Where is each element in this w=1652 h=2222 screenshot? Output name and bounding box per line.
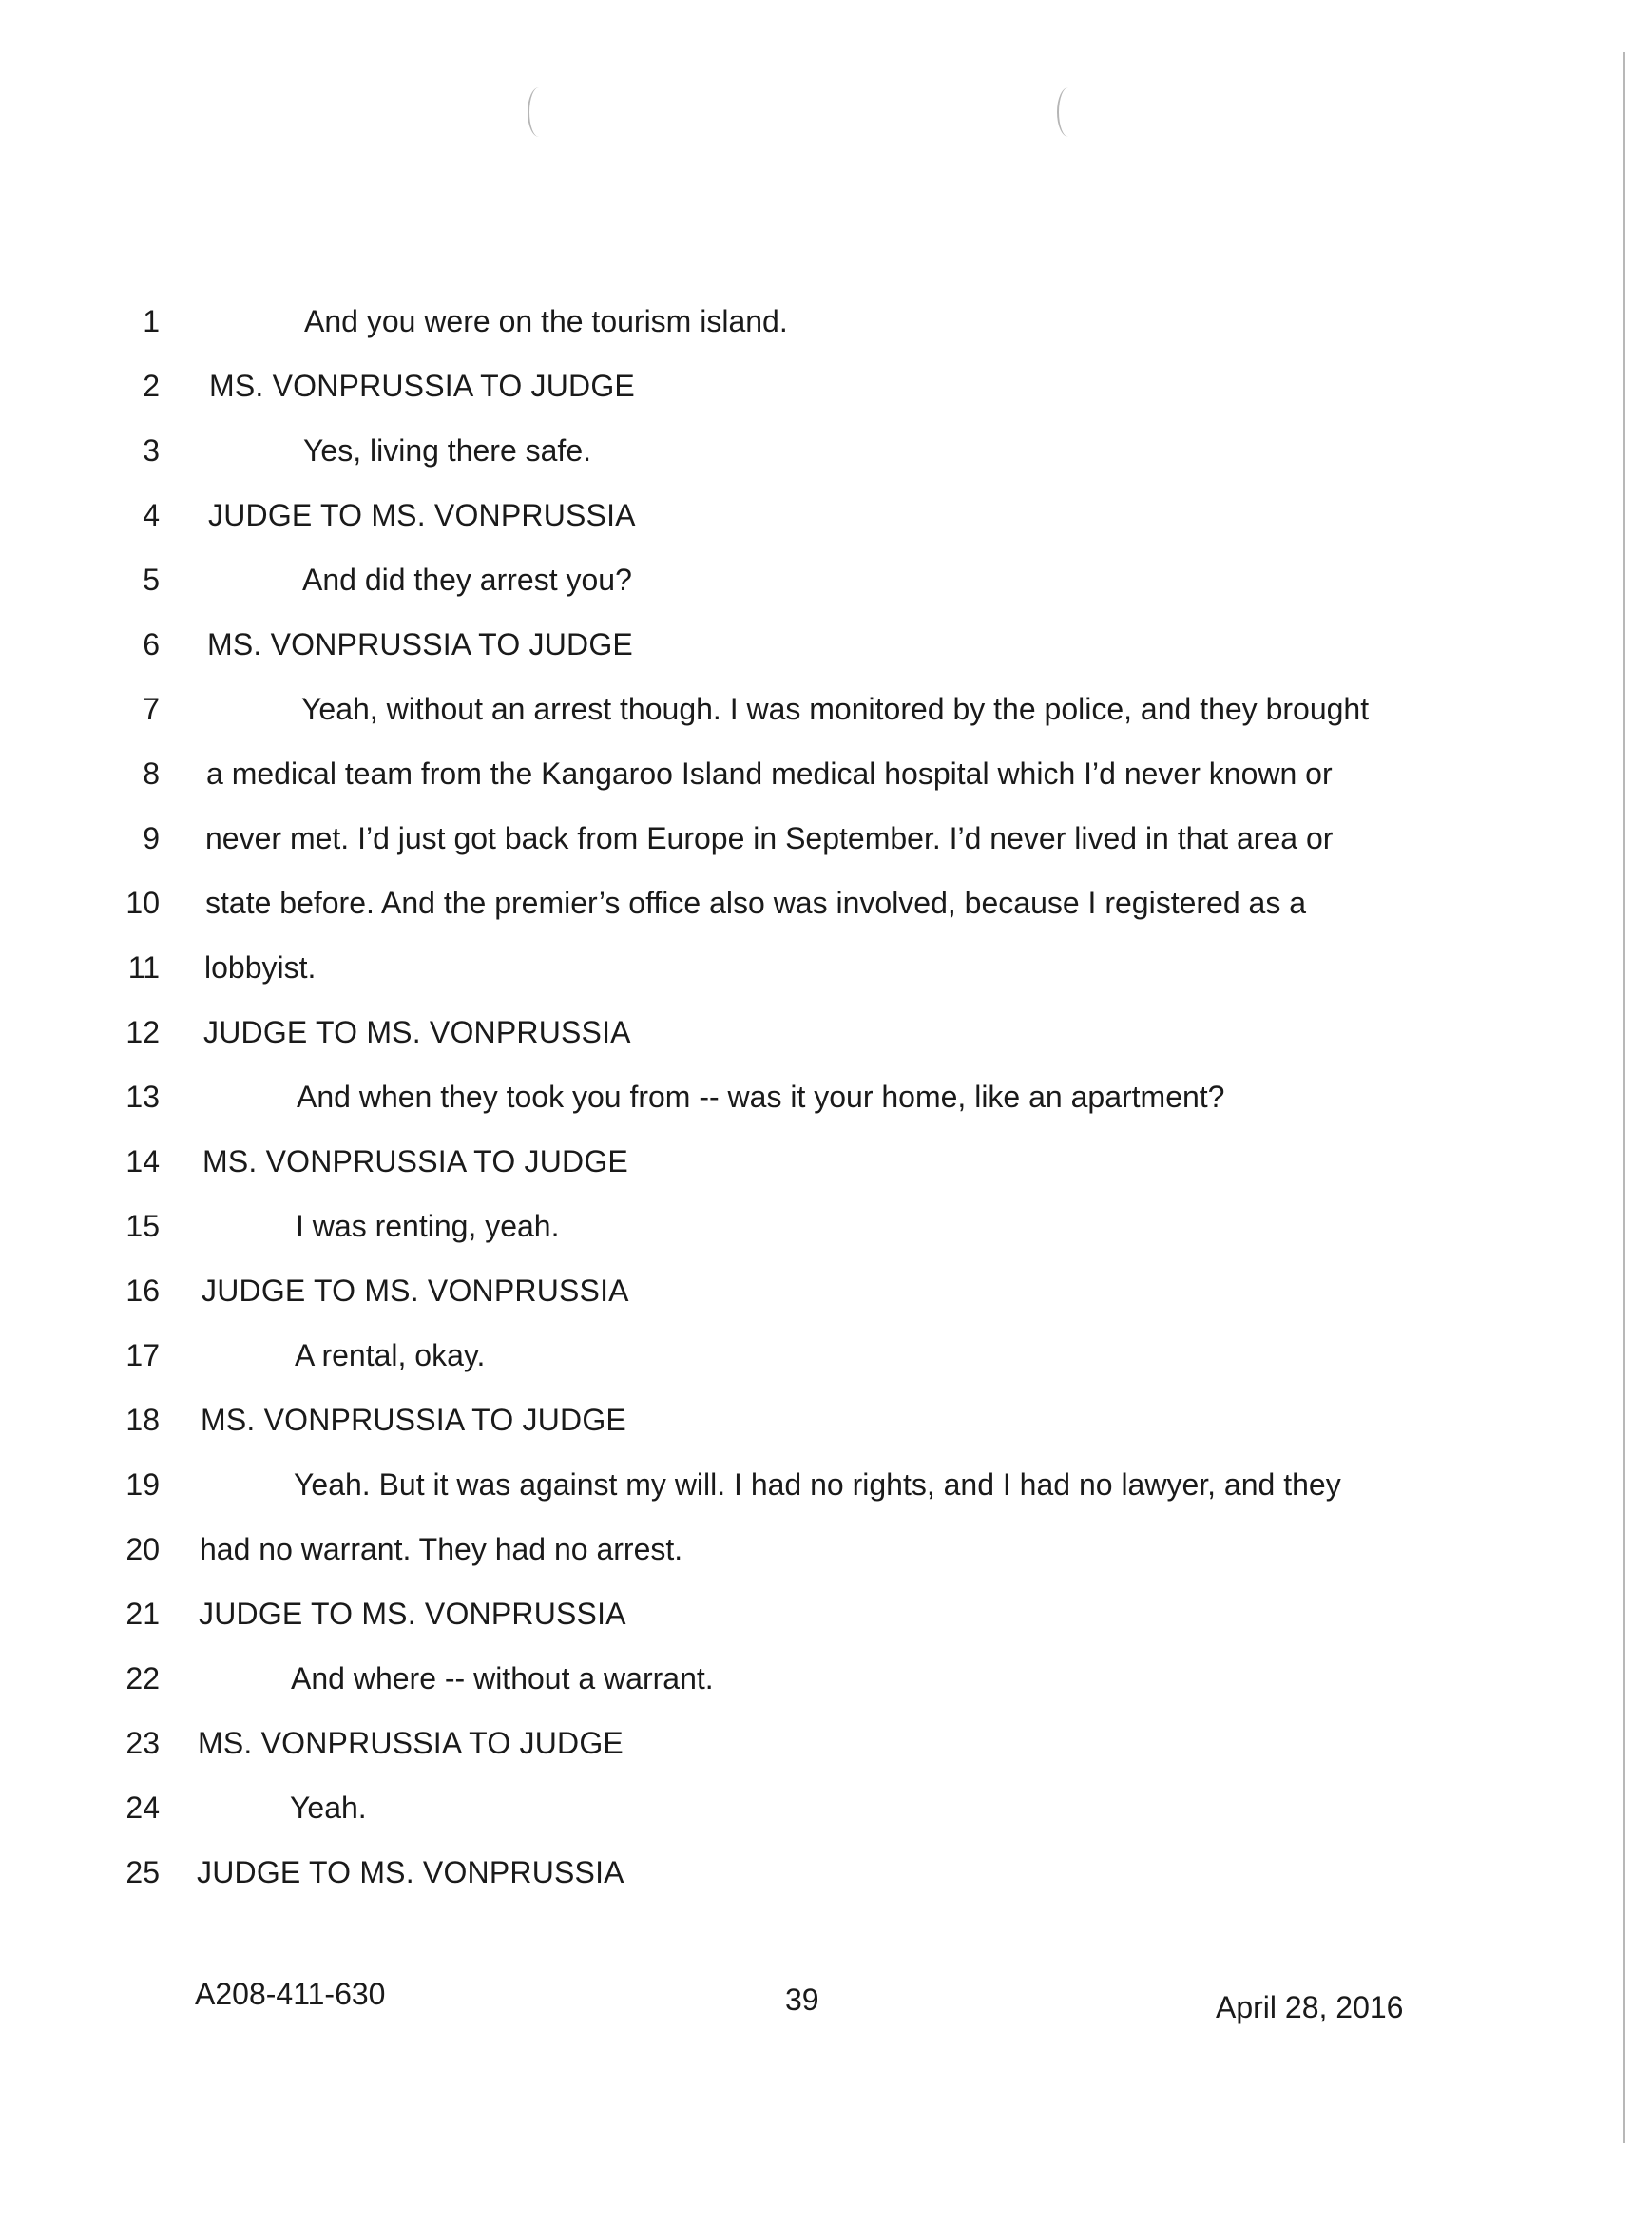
line-number: 15 <box>125 1209 160 1243</box>
transcript-line <box>0 1465 1652 1530</box>
line-number: 3 <box>143 433 160 468</box>
document-number: A208-411-630 <box>195 1977 386 2011</box>
line-number: 1 <box>143 304 160 338</box>
line-number: 8 <box>143 757 160 791</box>
transcript-line <box>0 884 1652 948</box>
line-text: And where -- without a warrant. <box>291 1661 714 1695</box>
line-number: 25 <box>125 1855 160 1889</box>
line-text: Yes, living there safe. <box>303 433 591 468</box>
line-number: 9 <box>143 821 160 855</box>
speaker-label: MS. VONPRUSSIA TO JUDGE <box>209 369 635 403</box>
transcript-line <box>0 690 1652 755</box>
transcript-line <box>0 1401 1652 1465</box>
line-number: 13 <box>125 1080 160 1114</box>
punch-hole-mark <box>528 87 550 137</box>
transcript-line <box>0 819 1652 884</box>
transcript-line <box>0 1207 1652 1272</box>
transcript-line <box>0 1853 1652 1918</box>
line-number: 12 <box>125 1015 160 1049</box>
transcript-line <box>0 1013 1652 1078</box>
transcript-line <box>0 1272 1652 1336</box>
line-number: 21 <box>125 1597 160 1631</box>
transcript-line <box>0 1724 1652 1789</box>
transcript-date: April 28, 2016 <box>1216 1990 1404 2024</box>
line-number: 4 <box>143 498 160 532</box>
line-text: And did they arrest you? <box>302 563 632 597</box>
transcript-line <box>0 431 1652 496</box>
line-number: 19 <box>125 1467 160 1502</box>
page-footer <box>0 1977 1652 2034</box>
line-number: 11 <box>127 950 160 985</box>
line-number: 5 <box>143 563 160 597</box>
speaker-label: JUDGE TO MS. VONPRUSSIA <box>202 1274 629 1308</box>
line-text: had no warrant. They had no arrest. <box>200 1532 683 1566</box>
line-text: And you were on the tourism island. <box>304 304 788 338</box>
line-text: I was renting, yeah. <box>296 1209 560 1243</box>
transcript-line <box>0 755 1652 819</box>
line-number: 7 <box>143 692 160 726</box>
line-text: a medical team from the Kangaroo Island medical hospital which I’d never known or <box>206 757 1333 791</box>
speaker-label: JUDGE TO MS. VONPRUSSIA <box>199 1597 626 1631</box>
line-text: Yeah. But it was against my will. I had no rights, and I had no lawyer, and they <box>294 1467 1341 1502</box>
transcript-line <box>0 1142 1652 1207</box>
transcript-line <box>0 1595 1652 1659</box>
speaker-label: JUDGE TO MS. VONPRUSSIA <box>203 1015 631 1049</box>
line-number: 17 <box>125 1338 160 1372</box>
line-number: 22 <box>125 1661 160 1695</box>
line-number: 2 <box>143 369 160 403</box>
page-number: 39 <box>785 1983 819 2017</box>
line-text: lobbyist. <box>204 950 317 985</box>
line-number: 10 <box>125 886 160 920</box>
transcript-line <box>0 948 1652 1013</box>
transcript-line <box>0 1078 1652 1142</box>
transcript-line <box>0 1659 1652 1724</box>
transcript-line <box>0 1336 1652 1401</box>
line-number: 18 <box>125 1403 160 1437</box>
line-text: state before. And the premier’s office also was involved, because I registered as a <box>205 886 1306 920</box>
transcript-line <box>0 496 1652 561</box>
transcript-line <box>0 1789 1652 1853</box>
speaker-label: JUDGE TO MS. VONPRUSSIA <box>197 1855 624 1889</box>
punch-hole-mark <box>1057 87 1080 137</box>
transcript-line <box>0 625 1652 690</box>
line-text: And when they took you from -- was it your home, like an apartment? <box>297 1080 1225 1114</box>
line-number: 16 <box>125 1274 160 1308</box>
line-text: never met. I’d just got back from Europe in September. I’d never lived in that area or <box>205 821 1334 855</box>
line-text: A rental, okay. <box>295 1338 486 1372</box>
line-number: 14 <box>125 1144 160 1178</box>
speaker-label: JUDGE TO MS. VONPRUSSIA <box>208 498 636 532</box>
line-number: 24 <box>125 1791 160 1825</box>
speaker-label: MS. VONPRUSSIA TO JUDGE <box>198 1726 624 1760</box>
line-number: 23 <box>125 1726 160 1760</box>
transcript-line <box>0 561 1652 625</box>
transcript-body <box>0 302 1652 1918</box>
speaker-label: MS. VONPRUSSIA TO JUDGE <box>207 627 633 661</box>
line-number: 6 <box>143 627 160 661</box>
transcript-line <box>0 1530 1652 1595</box>
line-text: Yeah, without an arrest though. I was monitored by the police, and they brought <box>301 692 1370 726</box>
transcript-line <box>0 302 1652 367</box>
line-number: 20 <box>125 1532 160 1566</box>
speaker-label: MS. VONPRUSSIA TO JUDGE <box>201 1403 626 1437</box>
line-text: Yeah. <box>290 1791 367 1825</box>
speaker-label: MS. VONPRUSSIA TO JUDGE <box>202 1144 628 1178</box>
transcript-line <box>0 367 1652 431</box>
